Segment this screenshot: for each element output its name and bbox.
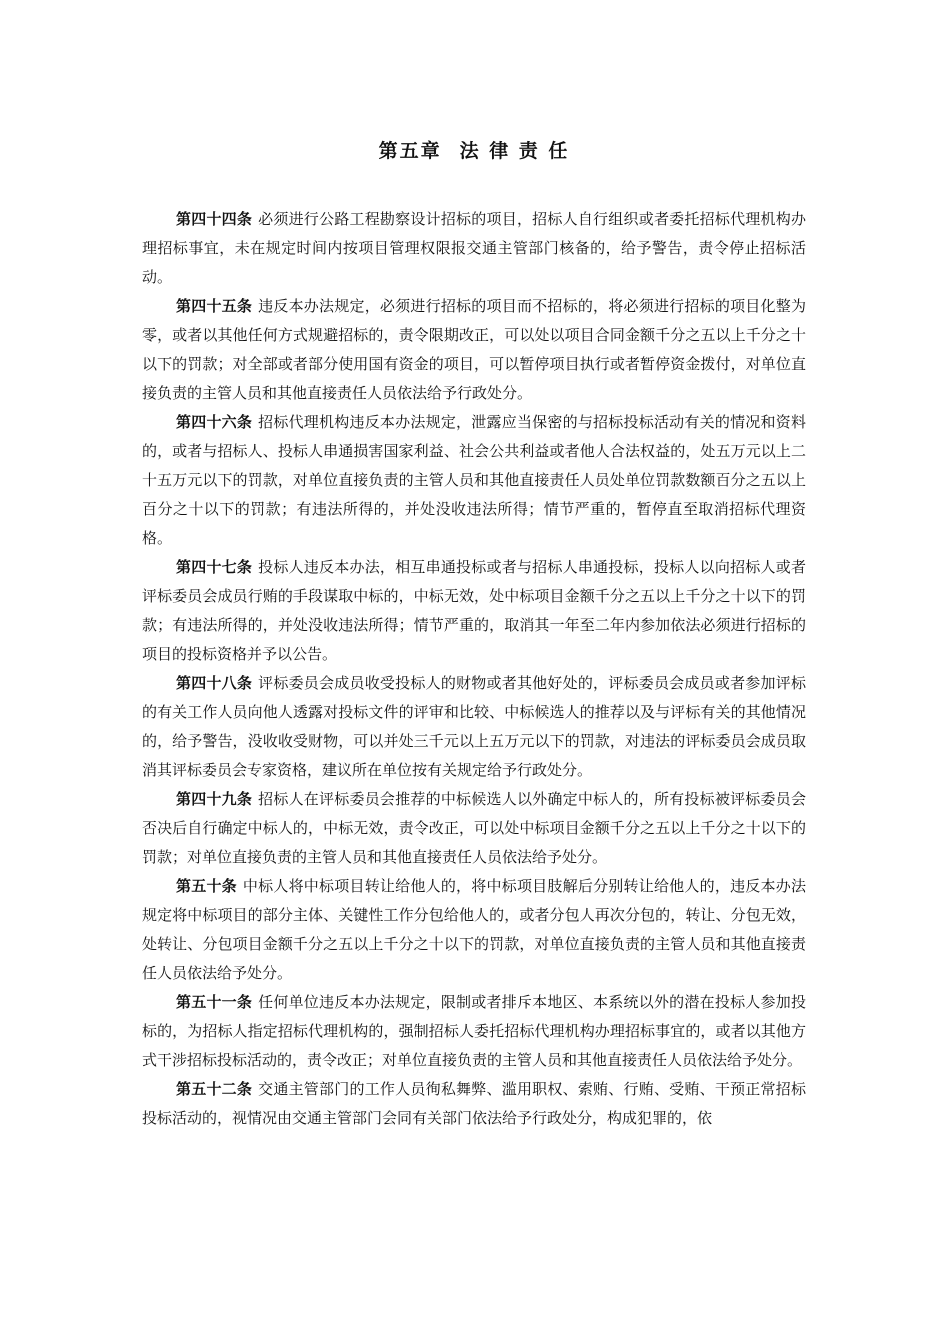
article-52	[142, 1075, 806, 1133]
article-text: 任何单位违反本办法规定，限制或者排斥本地区、本系统以外的潜在投标人参加投标的，为招标人指定招标代理机构的，强制招标人委托招标代理机构办理招标事宜的，或者以其他方式干涉招标投标活动的，责令改正；对单位直接负责的主管人员和其他直接责任人员依法给予处分。	[142, 993, 806, 1069]
article-text: 评标委员会成员收受投标人的财物或者其他好处的，评标委员会成员或者参加评标的有关工作人员向他人透露对投标文件的评审和比较、中标候选人的推荐以及与评标有关的其他情况的，给予警告，没收收受财物，可以并处三千元以上五万元以下的罚款，对违法的评标委员会成员取消其评标委员会专家资格，建议所在单位按有关规定给予行政处分。	[142, 674, 806, 779]
article-text: 必须进行公路工程勘察设计招标的项目，招标人自行组织或者委托招标代理机构办理招标事宜，未在规定时间内按项目管理权限报交通主管部门核备的，给予警告，责令停止招标活动。	[142, 210, 806, 286]
article-51	[142, 988, 806, 1075]
article-45	[142, 292, 806, 408]
article-number: 第五十二条	[176, 1080, 253, 1098]
article-50	[142, 872, 806, 988]
article-number: 第四十五条	[176, 297, 253, 315]
chapter-number: 第五章	[378, 140, 442, 162]
article-49	[142, 785, 806, 872]
article-46	[142, 408, 806, 553]
article-text: 招标代理机构违反本办法规定，泄露应当保密的与招标投标活动有关的情况和资料的，或者与招标人、投标人串通损害国家利益、社会公共利益或者他人合法权益的，处五万元以上二十五万元以下的罚款，对单位直接负责的主管人员和其他直接责任人员处单位罚款数额百分之五以上百分之十以下的罚款；有违法所得的，并处没收违法所得；情节严重的，暂停直至取消招标代理资格。	[142, 413, 806, 547]
article-text: 违反本办法规定，必须进行招标的项目而不招标的，将必须进行招标的项目化整为零，或者以其他任何方式规避招标的，责令限期改正，可以处以项目合同金额千分之五以上千分之十以下的罚款；对全部或者部分使用国有资金的项目，可以暂停项目执行或者暂停资金拨付，对单位直接负责的主管人员和其他直接责任人员依法给予行政处分。	[142, 297, 806, 402]
article-list	[142, 205, 806, 1133]
article-text: 招标人在评标委员会推荐的中标候选人以外确定中标人的，所有投标被评标委员会否决后自行确定中标人的，中标无效，责令改正，可以处中标项目金额千分之五以上千分之十以下的罚款；对单位直接负责的主管人员和其他直接责任人员依法给予处分。	[142, 790, 806, 866]
article-text: 投标人违反本办法，相互串通投标或者与招标人串通投标，投标人以向招标人或者评标委员会成员行贿的手段谋取中标的，中标无效，处中标项目金额千分之五以上千分之十以下的罚款；有违法所得的，并处没收违法所得；情节严重的，取消其一年至二年内参加依法必须进行招标的项目的投标资格并予以公告。	[142, 558, 806, 663]
article-44	[142, 205, 806, 292]
article-number: 第四十四条	[176, 210, 253, 228]
article-text: 交通主管部门的工作人员徇私舞弊、滥用职权、索贿、行贿、受贿、干预正常招标投标活动的，视情况由交通主管部门会同有关部门依法给予行政处分，构成犯罪的，依	[142, 1080, 806, 1127]
article-number: 第四十七条	[176, 558, 253, 576]
article-number: 第四十九条	[176, 790, 253, 808]
article-number: 第四十六条	[176, 413, 253, 431]
article-number: 第四十八条	[176, 674, 253, 692]
article-47	[142, 553, 806, 669]
article-number: 第五十条	[176, 877, 237, 895]
article-text: 中标人将中标项目转让给他人的，将中标项目肢解后分别转让给他人的，违反本办法规定将中标项目的部分主体、关键性工作分包给他人的，或者分包人再次分包的，转让、分包无效，处转让、分包项目金额千分之五以上千分之十以下的罚款，对单位直接负责的主管人员和其他直接责任人员依法给予处分。	[142, 877, 806, 982]
article-number: 第五十一条	[176, 993, 253, 1011]
chapter-heading: 法 律 责 任	[459, 140, 570, 162]
article-48	[142, 669, 806, 785]
chapter-title	[142, 136, 806, 163]
